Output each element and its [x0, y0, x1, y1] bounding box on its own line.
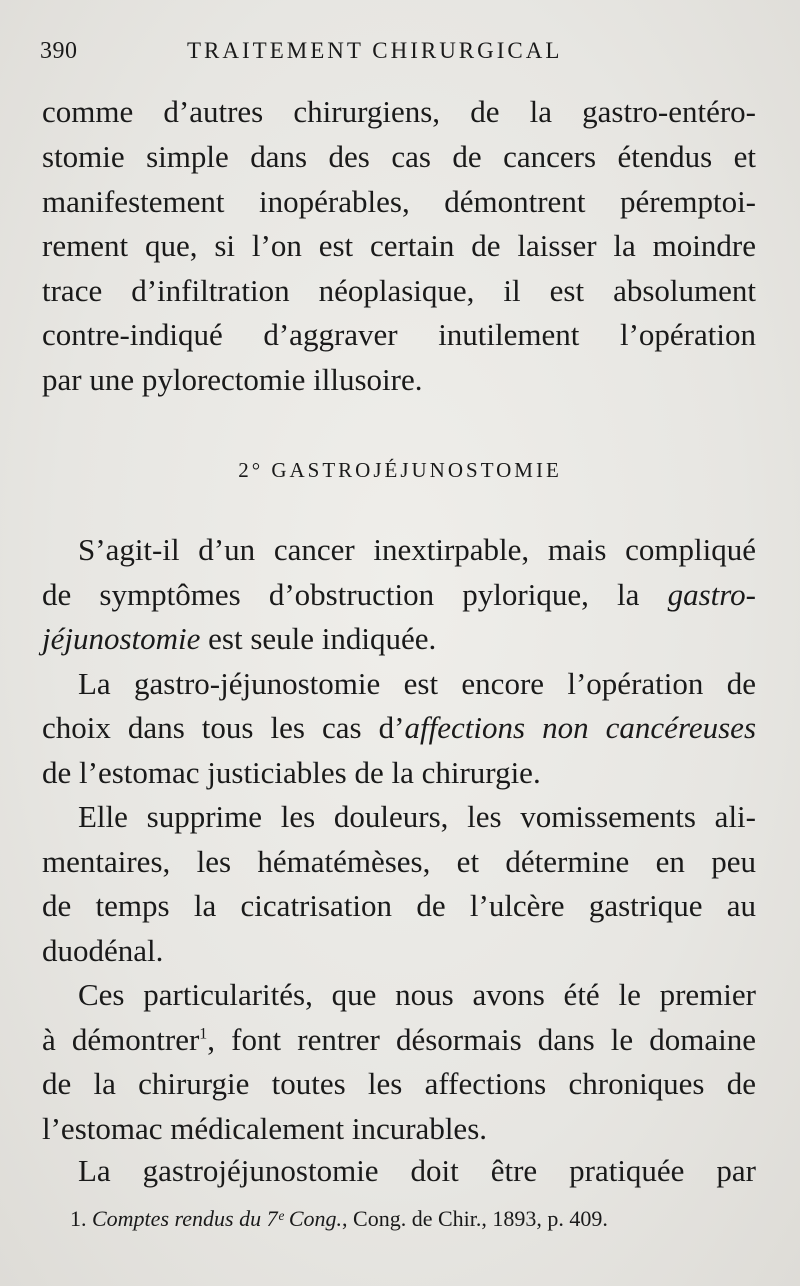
footnote-italic: Comptes rendus du 7ᵉ Cong.: [92, 1206, 343, 1231]
italic-term: jéjunostomie: [42, 621, 201, 656]
italic-term: gastro-: [667, 577, 756, 612]
text-line: La gastro-jéjunostomie est encore l’opération de: [78, 666, 756, 701]
text-line: [42, 575, 756, 615]
text-line: rement que, si l’on est certain de laisser la moindre: [42, 228, 756, 263]
section-heading: 2° GASTROJÉJUNOSTOMIE: [238, 458, 562, 482]
text-line: [42, 619, 756, 659]
text-line: Elle supprime les douleurs, les vomissements ali-: [78, 799, 756, 834]
text-line: Ces particularités, que nous avons été le premier: [78, 977, 756, 1012]
footnote: [70, 1206, 608, 1232]
text-line: duodénal.: [42, 933, 164, 968]
footnote-text: , Cong. de Chir., 1893, p. 409.: [342, 1206, 608, 1231]
text-line: La gastrojéjunostomie doit être pratiquée par: [78, 1153, 756, 1188]
text-line: contre-indiqué d’aggraver inutilement l’opération: [42, 317, 756, 352]
text-line: S’agit-il d’un cancer inextirpable, mais compliqué: [78, 532, 756, 567]
text-span: choix dans tous les cas d’: [42, 710, 405, 745]
text-span: à démontrer: [42, 1022, 200, 1057]
text-line: de l’estomac justiciables de la chirurgie.: [42, 755, 541, 790]
page-number: 390: [40, 38, 78, 64]
text-line: [42, 1020, 756, 1060]
text-line: mentaires, les hématémèses, et détermine en peu: [42, 844, 756, 879]
running-head: TRAITEMENT CHIRURGICAL: [187, 38, 563, 63]
text-span: est seule indiquée.: [200, 621, 437, 656]
text-line: de temps la cicatrisation de l’ulcère gastrique au: [42, 888, 756, 923]
italic-term: affections non cancéreuses: [404, 710, 757, 745]
text-line: trace d’infiltration néoplasique, il est absolument: [42, 273, 756, 308]
text-span: , font rentrer désormais dans le domaine: [207, 1022, 757, 1057]
text-line: par une pylorectomie illusoire.: [42, 362, 423, 397]
page-header: [40, 38, 760, 72]
text-line: l’estomac médicalement incurables.: [42, 1111, 488, 1146]
text-span: de symptômes d’obstruction pylorique, la: [42, 577, 640, 612]
footnote-marker: 1.: [70, 1206, 87, 1231]
text-line: [42, 708, 756, 748]
text-line: manifestement inopérables, démontrent péremptoi-: [42, 184, 756, 219]
text-line: stomie simple dans des cas de cancers étendus et: [42, 139, 756, 174]
text-line: de la chirurgie toutes les affections chroniques de: [42, 1066, 756, 1101]
text-line: comme d’autres chirurgiens, de la gastro-entéro-: [42, 94, 756, 129]
footnote-reference: 1: [199, 1025, 208, 1043]
